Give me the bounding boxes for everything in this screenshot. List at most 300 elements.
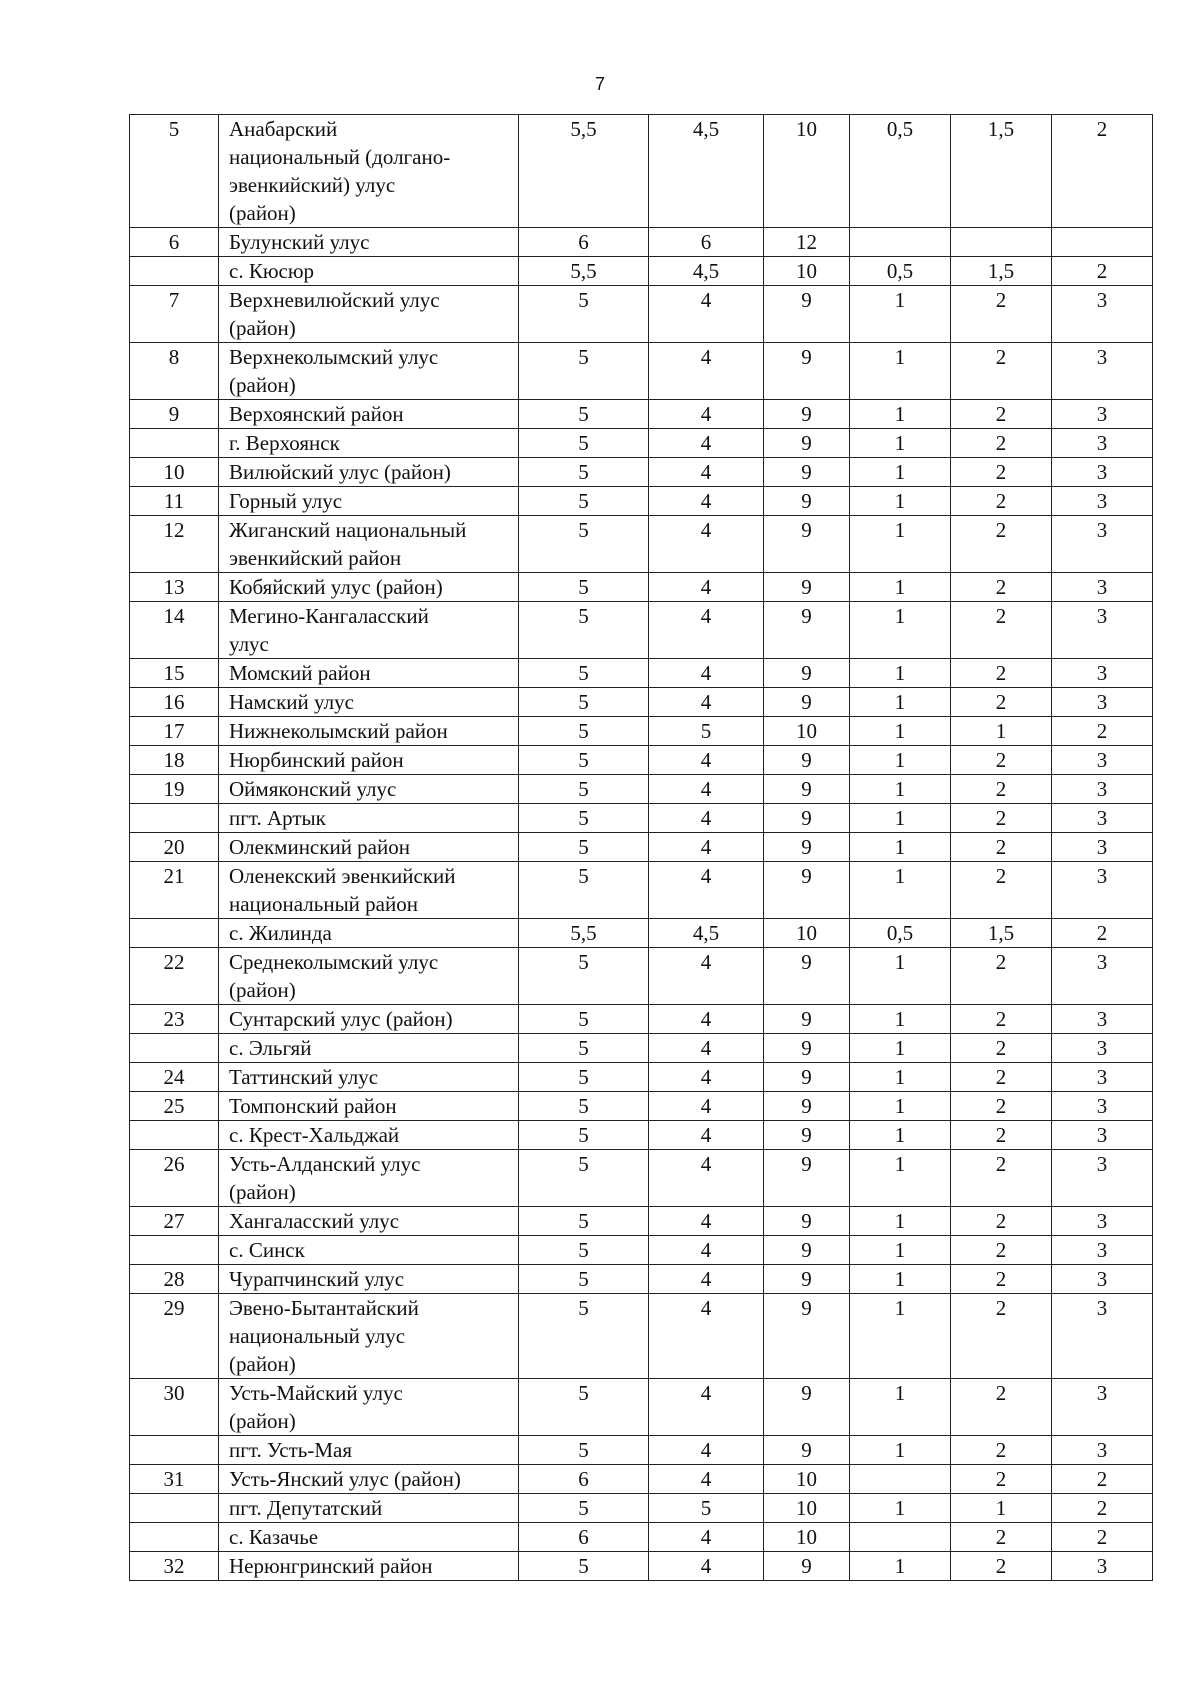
district-name-cell: Нерюнгринский район (219, 1552, 519, 1581)
value-cell-3: 9 (764, 487, 850, 516)
table-row (130, 775, 1153, 804)
value-cell-1: 5 (519, 804, 649, 833)
value-cell-1: 5 (519, 516, 649, 573)
value-cell-1: 5 (519, 1265, 649, 1294)
value-cell-2: 4 (649, 659, 764, 688)
value-cell-5: 2 (951, 1552, 1052, 1581)
value-cell-1: 5 (519, 688, 649, 717)
value-cell-3: 9 (764, 775, 850, 804)
value-cell-4: 1 (850, 1265, 951, 1294)
value-cell-1: 5 (519, 717, 649, 746)
value-cell-4: 1 (850, 717, 951, 746)
value-cell-1: 5 (519, 862, 649, 919)
row-number-cell: 6 (130, 228, 219, 257)
row-number-cell (130, 1436, 219, 1465)
value-cell-5: 1,5 (951, 919, 1052, 948)
district-name-cell: Таттинский улус (219, 1063, 519, 1092)
value-cell-2: 4 (649, 746, 764, 775)
table-row (130, 286, 1153, 343)
value-cell-5: 2 (951, 286, 1052, 343)
value-cell-2: 4 (649, 948, 764, 1005)
data-table (129, 114, 1153, 1581)
district-name-cell: Усть-Майский улус (район) (219, 1379, 519, 1436)
value-cell-2: 4 (649, 1207, 764, 1236)
table-row (130, 1005, 1153, 1034)
value-cell-3: 9 (764, 1150, 850, 1207)
row-number-cell: 8 (130, 343, 219, 400)
district-name-cell: Верхнеколымский улус (район) (219, 343, 519, 400)
district-name-cell: пгт. Артык (219, 804, 519, 833)
value-cell-2: 4 (649, 602, 764, 659)
value-cell-6: 3 (1052, 775, 1153, 804)
row-number-cell: 12 (130, 516, 219, 573)
value-cell-5: 2 (951, 1265, 1052, 1294)
value-cell-4: 1 (850, 343, 951, 400)
value-cell-6: 2 (1052, 717, 1153, 746)
value-cell-5: 2 (951, 1034, 1052, 1063)
value-cell-4: 1 (850, 1436, 951, 1465)
table-row (130, 746, 1153, 775)
value-cell-3: 9 (764, 458, 850, 487)
table-row (130, 1523, 1153, 1552)
value-cell-6: 3 (1052, 286, 1153, 343)
district-name-cell: с. Синск (219, 1236, 519, 1265)
table-row (130, 804, 1153, 833)
value-cell-2: 4 (649, 1294, 764, 1379)
row-number-cell (130, 1034, 219, 1063)
value-cell-2: 4 (649, 1236, 764, 1265)
value-cell-4: 1 (850, 1005, 951, 1034)
row-number-cell: 16 (130, 688, 219, 717)
value-cell-2: 4 (649, 1121, 764, 1150)
value-cell-4: 1 (850, 1092, 951, 1121)
value-cell-2: 4 (649, 775, 764, 804)
district-name-cell: Верхневилюйский улус (район) (219, 286, 519, 343)
table-row (130, 228, 1153, 257)
value-cell-2: 4 (649, 1092, 764, 1121)
value-cell-4: 0,5 (850, 115, 951, 228)
value-cell-5: 2 (951, 1063, 1052, 1092)
value-cell-1: 5 (519, 602, 649, 659)
row-number-cell: 32 (130, 1552, 219, 1581)
value-cell-3: 10 (764, 115, 850, 228)
value-cell-1: 5 (519, 833, 649, 862)
value-cell-2: 4,5 (649, 115, 764, 228)
value-cell-4: 1 (850, 775, 951, 804)
value-cell-6: 3 (1052, 746, 1153, 775)
value-cell-2: 4 (649, 343, 764, 400)
table-row (130, 487, 1153, 516)
row-number-cell (130, 429, 219, 458)
value-cell-2: 4 (649, 400, 764, 429)
value-cell-6: 3 (1052, 1236, 1153, 1265)
district-name-cell: пгт. Усть-Мая (219, 1436, 519, 1465)
value-cell-3: 10 (764, 717, 850, 746)
district-name-cell: Среднеколымский улус (район) (219, 948, 519, 1005)
value-cell-4: 1 (850, 602, 951, 659)
value-cell-1: 5,5 (519, 115, 649, 228)
value-cell-4: 1 (850, 1034, 951, 1063)
value-cell-6: 3 (1052, 1121, 1153, 1150)
row-number-cell (130, 1523, 219, 1552)
value-cell-4: 1 (850, 1150, 951, 1207)
value-cell-3: 10 (764, 919, 850, 948)
value-cell-4: 1 (850, 804, 951, 833)
district-name-cell: с. Кюсюр (219, 257, 519, 286)
value-cell-3: 9 (764, 1005, 850, 1034)
district-name-cell: Мегино-Кангаласский улус (219, 602, 519, 659)
value-cell-3: 9 (764, 1092, 850, 1121)
row-number-cell: 26 (130, 1150, 219, 1207)
value-cell-1: 5 (519, 1236, 649, 1265)
value-cell-2: 4 (649, 833, 764, 862)
value-cell-2: 4 (649, 516, 764, 573)
table-row (130, 659, 1153, 688)
value-cell-3: 9 (764, 948, 850, 1005)
row-number-cell: 27 (130, 1207, 219, 1236)
value-cell-4: 1 (850, 862, 951, 919)
value-cell-3: 9 (764, 1034, 850, 1063)
row-number-cell: 24 (130, 1063, 219, 1092)
value-cell-6: 3 (1052, 1552, 1153, 1581)
district-name-cell: пгт. Депутатский (219, 1494, 519, 1523)
value-cell-6: 3 (1052, 948, 1153, 1005)
value-cell-6: 3 (1052, 688, 1153, 717)
value-cell-2: 4 (649, 1465, 764, 1494)
value-cell-3: 9 (764, 1121, 850, 1150)
district-name-cell: Кобяйский улус (район) (219, 573, 519, 602)
row-number-cell: 5 (130, 115, 219, 228)
value-cell-3: 9 (764, 804, 850, 833)
value-cell-2: 4 (649, 862, 764, 919)
value-cell-5: 2 (951, 804, 1052, 833)
value-cell-3: 9 (764, 688, 850, 717)
table-row (130, 688, 1153, 717)
value-cell-4: 1 (850, 948, 951, 1005)
value-cell-5: 2 (951, 833, 1052, 862)
value-cell-5: 2 (951, 343, 1052, 400)
value-cell-1: 5 (519, 1092, 649, 1121)
value-cell-3: 12 (764, 228, 850, 257)
value-cell-4: 1 (850, 400, 951, 429)
value-cell-5: 2 (951, 948, 1052, 1005)
row-number-cell: 23 (130, 1005, 219, 1034)
district-name-cell: с. Эльгяй (219, 1034, 519, 1063)
value-cell-6: 2 (1052, 1523, 1153, 1552)
district-name-cell: Намский улус (219, 688, 519, 717)
value-cell-2: 4 (649, 1034, 764, 1063)
value-cell-5: 2 (951, 1150, 1052, 1207)
value-cell-4: 1 (850, 429, 951, 458)
value-cell-3: 9 (764, 602, 850, 659)
table-row (130, 1092, 1153, 1121)
value-cell-5: 1 (951, 1494, 1052, 1523)
table-row (130, 115, 1153, 228)
value-cell-4 (850, 1465, 951, 1494)
value-cell-1: 6 (519, 1465, 649, 1494)
value-cell-2: 4 (649, 573, 764, 602)
value-cell-6: 3 (1052, 602, 1153, 659)
row-number-cell: 13 (130, 573, 219, 602)
table-row (130, 919, 1153, 948)
district-name-cell: Нижнеколымский район (219, 717, 519, 746)
value-cell-4: 1 (850, 516, 951, 573)
district-name-cell: с. Жилинда (219, 919, 519, 948)
value-cell-6: 2 (1052, 1465, 1153, 1494)
value-cell-5: 2 (951, 1207, 1052, 1236)
value-cell-5: 2 (951, 1523, 1052, 1552)
value-cell-2: 4 (649, 487, 764, 516)
value-cell-3: 10 (764, 1494, 850, 1523)
value-cell-1: 5 (519, 775, 649, 804)
row-number-cell: 15 (130, 659, 219, 688)
table-row (130, 1063, 1153, 1092)
district-name-cell: Горный улус (219, 487, 519, 516)
value-cell-6: 3 (1052, 516, 1153, 573)
value-cell-3: 9 (764, 286, 850, 343)
value-cell-1: 5 (519, 659, 649, 688)
value-cell-2: 4,5 (649, 257, 764, 286)
value-cell-2: 4 (649, 1552, 764, 1581)
value-cell-4: 1 (850, 1494, 951, 1523)
row-number-cell: 20 (130, 833, 219, 862)
value-cell-4: 1 (850, 573, 951, 602)
row-number-cell: 19 (130, 775, 219, 804)
row-number-cell (130, 257, 219, 286)
district-name-cell: Эвено-Бытантайский национальный улус (район) (219, 1294, 519, 1379)
value-cell-6: 3 (1052, 1207, 1153, 1236)
value-cell-1: 5,5 (519, 919, 649, 948)
row-number-cell (130, 1121, 219, 1150)
value-cell-1: 5 (519, 1063, 649, 1092)
district-name-cell: г. Верхоянск (219, 429, 519, 458)
value-cell-5: 2 (951, 1005, 1052, 1034)
value-cell-4: 0,5 (850, 257, 951, 286)
value-cell-6: 3 (1052, 862, 1153, 919)
value-cell-3: 9 (764, 746, 850, 775)
value-cell-4: 1 (850, 833, 951, 862)
table-row (130, 1034, 1153, 1063)
district-name-cell: Верхоянский район (219, 400, 519, 429)
value-cell-2: 4 (649, 688, 764, 717)
value-cell-1: 5 (519, 1034, 649, 1063)
row-number-cell (130, 804, 219, 833)
district-name-cell: Булунский улус (219, 228, 519, 257)
value-cell-5: 2 (951, 1294, 1052, 1379)
value-cell-4: 1 (850, 1379, 951, 1436)
value-cell-3: 9 (764, 400, 850, 429)
value-cell-3: 9 (764, 429, 850, 458)
value-cell-6: 3 (1052, 487, 1153, 516)
row-number-cell: 17 (130, 717, 219, 746)
value-cell-1: 5 (519, 458, 649, 487)
table-row (130, 948, 1153, 1005)
value-cell-3: 9 (764, 1294, 850, 1379)
value-cell-3: 10 (764, 257, 850, 286)
value-cell-1: 6 (519, 228, 649, 257)
value-cell-1: 6 (519, 1523, 649, 1552)
value-cell-2: 4 (649, 458, 764, 487)
row-number-cell (130, 1236, 219, 1265)
row-number-cell: 31 (130, 1465, 219, 1494)
value-cell-5: 2 (951, 429, 1052, 458)
district-name-cell: Момский район (219, 659, 519, 688)
value-cell-2: 4 (649, 1005, 764, 1034)
district-name-cell: Сунтарский улус (район) (219, 1005, 519, 1034)
value-cell-1: 5 (519, 948, 649, 1005)
value-cell-2: 5 (649, 717, 764, 746)
table-row (130, 1294, 1153, 1379)
value-cell-6: 3 (1052, 1265, 1153, 1294)
row-number-cell: 18 (130, 746, 219, 775)
table-row (130, 1207, 1153, 1236)
value-cell-3: 9 (764, 862, 850, 919)
value-cell-6: 2 (1052, 257, 1153, 286)
row-number-cell: 11 (130, 487, 219, 516)
district-name-cell: Олекминский район (219, 833, 519, 862)
value-cell-5: 1 (951, 717, 1052, 746)
table-row (130, 400, 1153, 429)
district-name-cell: Нюрбинский район (219, 746, 519, 775)
value-cell-4: 1 (850, 1121, 951, 1150)
value-cell-6: 3 (1052, 1034, 1153, 1063)
district-name-cell: Хангаласский улус (219, 1207, 519, 1236)
value-cell-5: 2 (951, 862, 1052, 919)
value-cell-4: 1 (850, 659, 951, 688)
value-cell-2: 4 (649, 804, 764, 833)
value-cell-6: 3 (1052, 1063, 1153, 1092)
value-cell-6: 3 (1052, 804, 1153, 833)
value-cell-3: 9 (764, 1236, 850, 1265)
table-row (130, 573, 1153, 602)
value-cell-4: 1 (850, 688, 951, 717)
row-number-cell: 25 (130, 1092, 219, 1121)
value-cell-6: 2 (1052, 115, 1153, 228)
value-cell-5: 2 (951, 1121, 1052, 1150)
value-cell-3: 9 (764, 1207, 850, 1236)
table-row (130, 862, 1153, 919)
district-name-cell: Усть-Янский улус (район) (219, 1465, 519, 1494)
value-cell-5 (951, 228, 1052, 257)
row-number-cell: 30 (130, 1379, 219, 1436)
district-name-cell: Жиганский национальный эвенкийский район (219, 516, 519, 573)
value-cell-3: 9 (764, 833, 850, 862)
value-cell-6 (1052, 228, 1153, 257)
value-cell-1: 5 (519, 1150, 649, 1207)
table-row (130, 1552, 1153, 1581)
value-cell-3: 9 (764, 659, 850, 688)
table-row (130, 602, 1153, 659)
row-number-cell: 9 (130, 400, 219, 429)
value-cell-5: 2 (951, 602, 1052, 659)
value-cell-6: 3 (1052, 429, 1153, 458)
table-row (130, 1379, 1153, 1436)
table-row (130, 1265, 1153, 1294)
value-cell-6: 3 (1052, 1294, 1153, 1379)
value-cell-4: 1 (850, 746, 951, 775)
value-cell-5: 2 (951, 458, 1052, 487)
value-cell-6: 3 (1052, 400, 1153, 429)
district-name-cell: Чурапчинский улус (219, 1265, 519, 1294)
value-cell-6: 3 (1052, 1005, 1153, 1034)
row-number-cell: 21 (130, 862, 219, 919)
value-cell-5: 1,5 (951, 257, 1052, 286)
value-cell-2: 5 (649, 1494, 764, 1523)
value-cell-2: 4 (649, 1523, 764, 1552)
table-row (130, 1436, 1153, 1465)
value-cell-2: 4 (649, 1150, 764, 1207)
value-cell-2: 4 (649, 286, 764, 343)
value-cell-3: 9 (764, 1379, 850, 1436)
value-cell-4: 1 (850, 458, 951, 487)
value-cell-1: 5 (519, 400, 649, 429)
value-cell-5: 2 (951, 1092, 1052, 1121)
value-cell-1: 5 (519, 1005, 649, 1034)
district-name-cell: Анабарский национальный (долгано- эвенкийский) улус (район) (219, 115, 519, 228)
table-row (130, 1494, 1153, 1523)
value-cell-2: 4 (649, 429, 764, 458)
value-cell-3: 9 (764, 1265, 850, 1294)
value-cell-1: 5 (519, 1207, 649, 1236)
value-cell-3: 9 (764, 1436, 850, 1465)
table-row (130, 343, 1153, 400)
value-cell-5: 2 (951, 775, 1052, 804)
value-cell-3: 9 (764, 1552, 850, 1581)
row-number-cell: 10 (130, 458, 219, 487)
value-cell-1: 5 (519, 1294, 649, 1379)
value-cell-5: 2 (951, 1236, 1052, 1265)
row-number-cell (130, 919, 219, 948)
value-cell-4: 1 (850, 1552, 951, 1581)
value-cell-4 (850, 1523, 951, 1552)
value-cell-5: 2 (951, 400, 1052, 429)
value-cell-5: 1,5 (951, 115, 1052, 228)
value-cell-6: 2 (1052, 1494, 1153, 1523)
value-cell-1: 5 (519, 1436, 649, 1465)
value-cell-4 (850, 228, 951, 257)
value-cell-1: 5 (519, 1379, 649, 1436)
row-number-cell: 28 (130, 1265, 219, 1294)
value-cell-5: 2 (951, 688, 1052, 717)
value-cell-5: 2 (951, 1436, 1052, 1465)
value-cell-1: 5 (519, 1552, 649, 1581)
table-row (130, 833, 1153, 862)
value-cell-5: 2 (951, 487, 1052, 516)
value-cell-5: 2 (951, 659, 1052, 688)
row-number-cell: 22 (130, 948, 219, 1005)
value-cell-1: 5,5 (519, 257, 649, 286)
table-row (130, 1465, 1153, 1494)
value-cell-4: 1 (850, 1294, 951, 1379)
value-cell-2: 6 (649, 228, 764, 257)
value-cell-4: 1 (850, 286, 951, 343)
row-number-cell: 14 (130, 602, 219, 659)
value-cell-1: 5 (519, 487, 649, 516)
value-cell-1: 5 (519, 746, 649, 775)
value-cell-3: 10 (764, 1523, 850, 1552)
row-number-cell: 7 (130, 286, 219, 343)
table-body (130, 115, 1153, 1581)
value-cell-4: 1 (850, 1063, 951, 1092)
value-cell-6: 3 (1052, 1092, 1153, 1121)
district-name-cell: с. Казачье (219, 1523, 519, 1552)
table-row (130, 1150, 1153, 1207)
value-cell-6: 3 (1052, 573, 1153, 602)
value-cell-1: 5 (519, 1121, 649, 1150)
value-cell-4: 1 (850, 1236, 951, 1265)
row-number-cell (130, 1494, 219, 1523)
value-cell-3: 9 (764, 343, 850, 400)
